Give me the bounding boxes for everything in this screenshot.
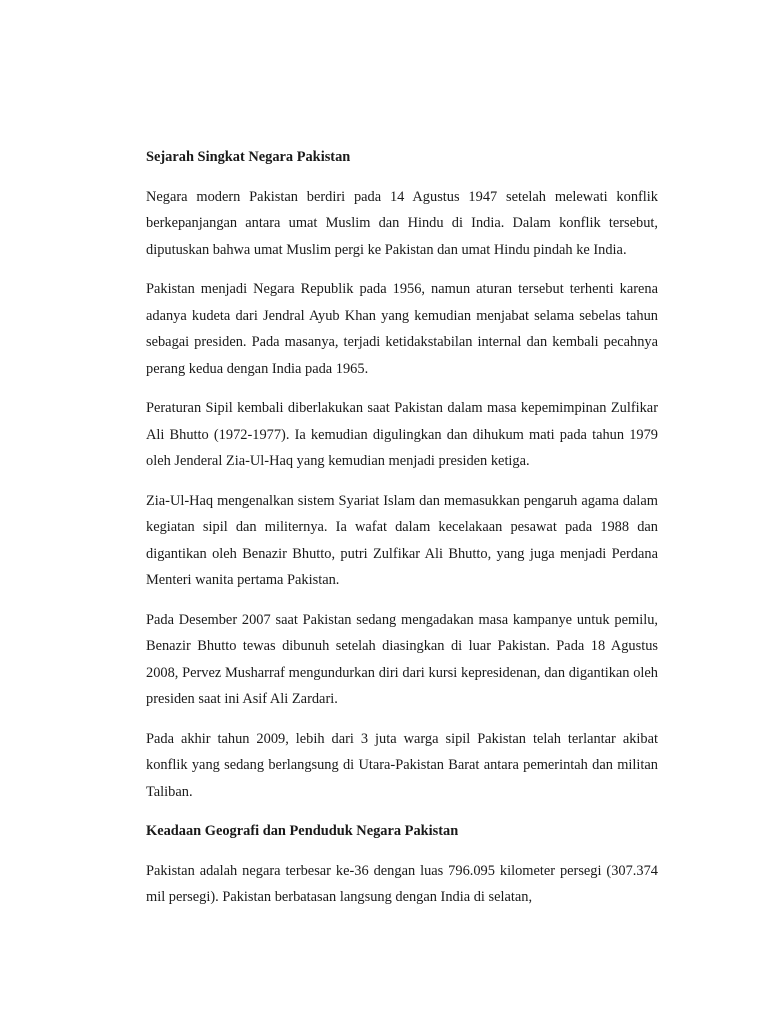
document-page bbox=[146, 144, 658, 924]
section-heading-geography: Keadaan Geografi dan Penduduk Negara Pakistan bbox=[146, 823, 459, 839]
paragraph: Pakistan adalah negara terbesar ke-36 dengan luas 796.095 kilometer persegi (307.374 mil persegi). Pakistan berbatasan langsung dengan India di selatan, bbox=[146, 862, 658, 905]
paragraph: Pada akhir tahun 2009, lebih dari 3 juta warga sipil Pakistan telah terlantar akibat konflik yang sedang berlangsung di Utara-Pakistan Barat antara pemerintah dan militan Taliban. bbox=[146, 730, 658, 800]
paragraph: Pada Desember 2007 saat Pakistan sedang mengadakan masa kampanye untuk pemilu, Benazir Bhutto tewas dibunuh setelah diasingkan di luar Pakistan. Pada 18 Agustus 2008, Pervez Musharraf mengundurkan diri dari kursi kepresidenan, dan digantikan oleh presiden saat ini Asif Ali Zardari. bbox=[146, 611, 658, 707]
paragraph: Negara modern Pakistan berdiri pada 14 Agustus 1947 setelah melewati konflik berkepanjangan antara umat Muslim dan Hindu di India. Dalam konflik tersebut, diputuskan bahwa umat Muslim pergi ke Pakistan dan umat Hindu pindah ke India. bbox=[146, 188, 658, 258]
paragraph: Zia-Ul-Haq mengenalkan sistem Syariat Islam dan memasukkan pengaruh agama dalam kegiatan sipil dan militernya. Ia wafat dalam kecelakaan pesawat pada 1988 dan digantikan oleh Benazir Bhutto, putri Zulfikar Ali Bhutto, yang juga menjadi Perdana Menteri wanita pertama Pakistan. bbox=[146, 492, 658, 588]
paragraph: Pakistan menjadi Negara Republik pada 1956, namun aturan tersebut terhenti karena adanya kudeta dari Jendral Ayub Khan yang kemudian menjabat selama sebelas tahun sebagai presiden. Pada masanya, terjadi ketidakstabilan internal dan kembali pecahnya perang kedua dengan India pada 1965. bbox=[146, 281, 658, 377]
section-heading-history: Sejarah Singkat Negara Pakistan bbox=[146, 149, 351, 165]
paragraph: Peraturan Sipil kembali diberlakukan saat Pakistan dalam masa kepemimpinan Zulfikar Ali Bhutto (1972-1977). Ia kemudian digulingkan dan dihukum mati pada tahun 1979 oleh Jenderal Zia-Ul-Haq yang kemudian menjadi presiden ketiga. bbox=[146, 400, 658, 469]
